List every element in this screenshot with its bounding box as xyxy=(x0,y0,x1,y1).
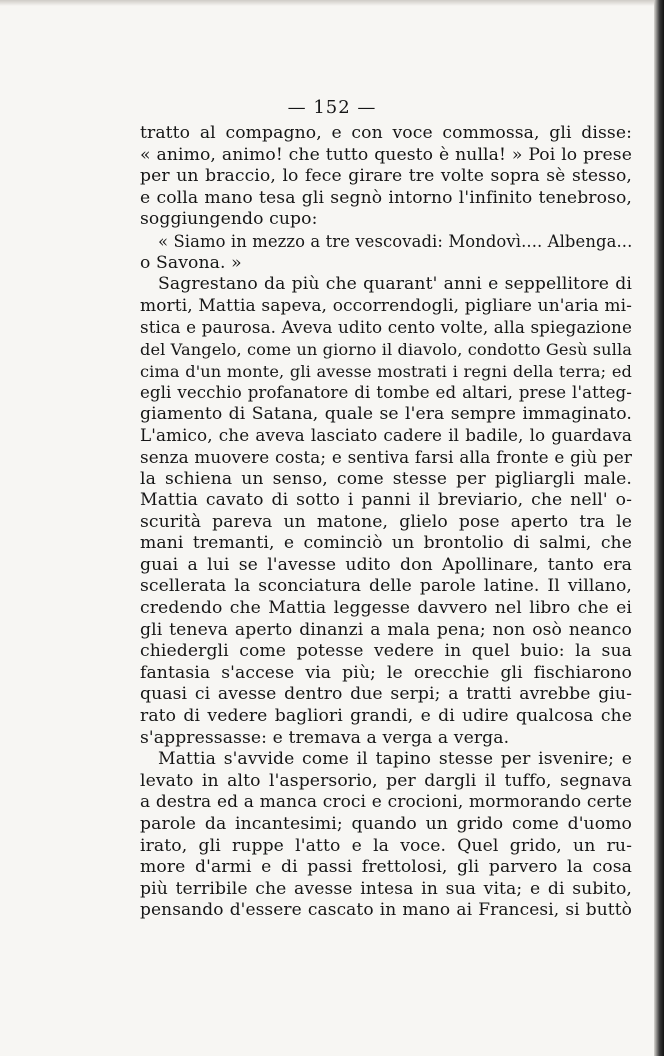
text-line: rato di vedere bagliori grandi, e di udire qualcosa che xyxy=(140,706,632,727)
text-line: « animo, animo! che tutto questo è nulla! » Poi lo prese xyxy=(140,144,632,165)
text-line: per un braccio, lo fece girare tre volte sopra sè stesso, xyxy=(140,166,632,187)
page-number: — 152 — xyxy=(287,97,377,118)
text-line: more d'armi e di passi frettolosi, gli parvero la cosa xyxy=(140,857,632,878)
page-binding-edge xyxy=(654,0,664,1056)
text-line: parole da incantesimi; quando un grido come d'uomo xyxy=(140,814,632,834)
text-line: scellerata la sconciatura delle parole latine. Il villano, xyxy=(140,576,632,597)
text-line: stica e paurosa. Aveva udito cento volte, alla spiegazione xyxy=(140,317,632,338)
text-line: guai a lui se l'avesse udito don Apollinare, tanto era xyxy=(140,554,632,575)
text-line: egli vecchio profanatore di tombe ed altari, prese l'atteg- xyxy=(140,383,632,403)
text-line: credendo che Mattia leggesse davvero nel libro che ei xyxy=(140,598,632,619)
text-line: irato, gli ruppe l'atto e la voce. Quel grido, un ru- xyxy=(140,835,632,856)
text-line: « Siamo in mezzo a tre vescovadi: Mondovì.... Albenga... xyxy=(158,231,633,251)
text-line: chiedergli come potesse vedere in quel buio: la sua xyxy=(140,641,632,662)
text-line: mani tremanti, e cominciò un brontolio di salmi, che xyxy=(140,533,632,554)
text-line: L'amico, che aveva lasciato cadere il badile, lo guardava xyxy=(140,425,632,446)
text-line: a destra ed a manca croci e crocioni, mormorando certe xyxy=(140,792,632,813)
text-line: soggiungendo cupo: xyxy=(140,209,318,230)
body-text xyxy=(140,123,632,922)
text-line: tratto al compagno, e con voce commossa, gli disse: xyxy=(140,123,632,143)
text-line: quasi ci avesse dentro due serpi; a tratti avrebbe giu- xyxy=(140,684,632,705)
text-line: la schiena un senso, come stesse per pigliargli male. xyxy=(140,468,632,489)
text-line: Sagrestano da più che quarant' anni e seppellitore di xyxy=(158,274,632,295)
text-line: del Vangelo, come un giorno il diavolo, condotto Gesù sulla xyxy=(140,339,632,359)
page-top-shadow xyxy=(0,0,664,6)
text-line: senza muovere costa; e sentiva farsi alla fronte e giù per xyxy=(140,446,632,467)
text-line: levato in alto l'aspersorio, per dargli il tuffo, segnava xyxy=(140,770,632,791)
text-line: Mattia s'avvide come il tapino stesse per isvenire; e xyxy=(158,749,632,770)
text-line: gli teneva aperto dinanzi a mala pena; non osò neanco xyxy=(140,619,632,640)
text-line: pensando d'essere cascato in mano ai Francesi, si buttò xyxy=(140,900,632,921)
text-line: fantasia s'accese via più; le orecchie gli fischiarono xyxy=(140,662,632,683)
text-line: s'appressasse: e tremava a verga a verga. xyxy=(140,727,510,748)
text-line: Mattia cavato di sotto i panni il breviario, che nell' o- xyxy=(140,490,632,511)
text-line: cima d'un monte, gli avesse mostrati i regni della terra; ed xyxy=(140,361,632,381)
text-line: scurità pareva un matone, glielo pose aperto tra le xyxy=(140,511,632,532)
text-line: più terribile che avesse intesa in sua vita; e di subito, xyxy=(140,878,632,899)
text-line: o Savona. » xyxy=(140,252,242,273)
text-line: e colla mano tesa gli segnò intorno l'infinito tenebroso, xyxy=(140,187,632,208)
text-line: morti, Mattia sapeva, occorrendogli, pigliare un'aria mi- xyxy=(140,295,632,316)
text-line: giamento di Satana, quale se l'era sempre immaginato. xyxy=(140,403,632,424)
